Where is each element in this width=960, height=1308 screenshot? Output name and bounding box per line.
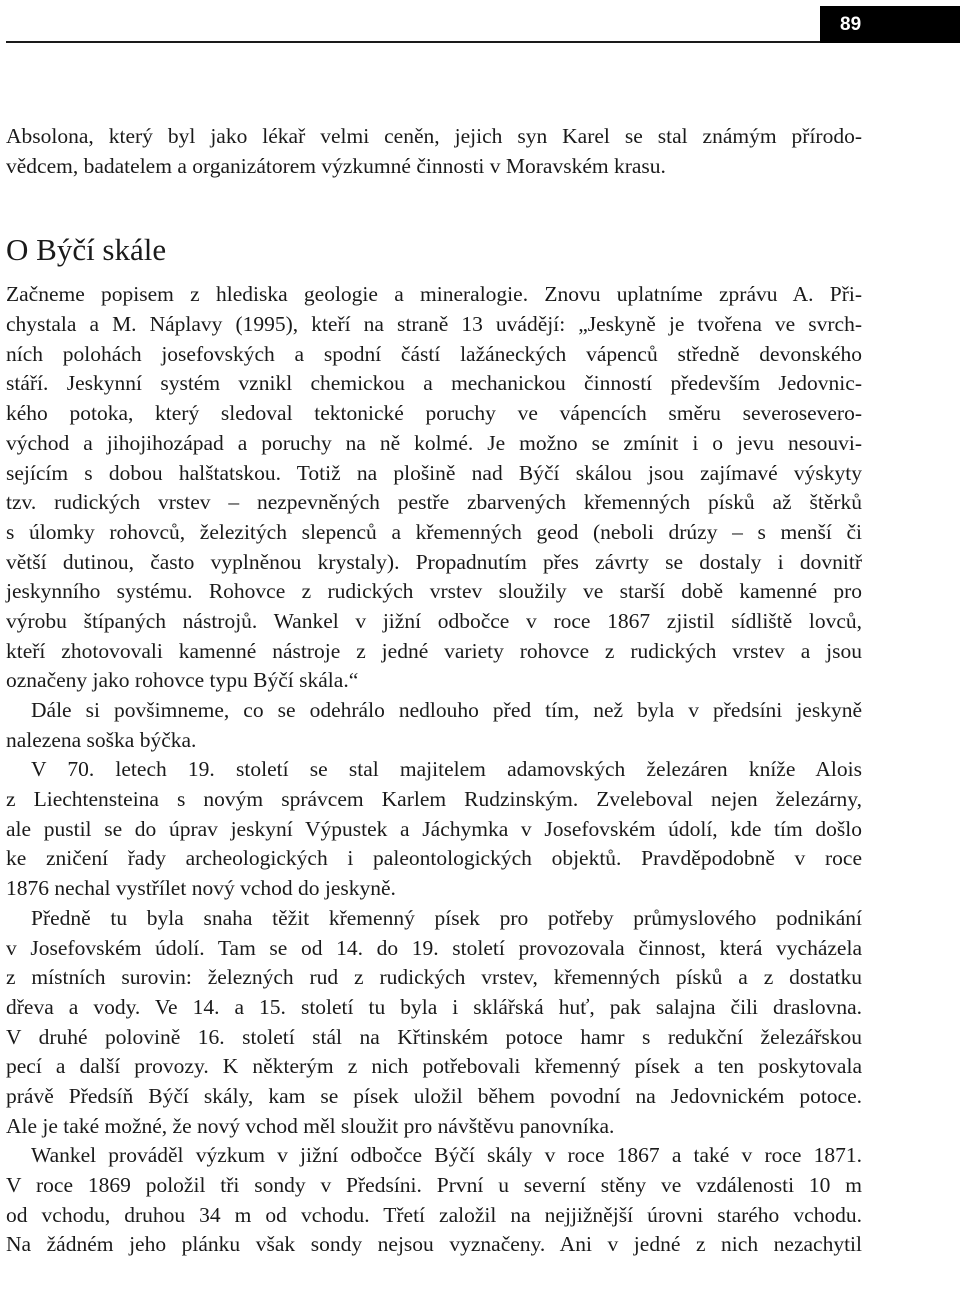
text-line: Dále si povšimneme, co se odehrálo nedlouho před tím, než byla v předsíni jeskyně: [31, 698, 862, 722]
text-line: z Liechtensteina s novým správcem Karlem Rudzinským. Zveleboval nejen železárny,: [6, 787, 862, 812]
text-line: označeny jako rohovce typu Býčí skála.“: [6, 668, 359, 693]
text-line: z místních surovin: železných rud z rudických vrstev, křemenných písků a z dostatku: [6, 965, 862, 990]
text-line: nalezena soška býčka.: [6, 727, 197, 752]
text-line: vědcem, badatelem a organizátorem výzkumné činnosti v Moravském krasu.: [6, 153, 666, 178]
paragraph-sand: [6, 904, 862, 1142]
text-line: větší dutinou, často vyplněnou krystaly). Propadnutím přes závrty se dostaly i dovnitř: [6, 549, 862, 574]
page-header: [0, 0, 960, 46]
text-line: V 70. letech 19. století se stal majitelem adamovských železáren kníže Alois: [31, 757, 862, 782]
paragraph-wankel: [6, 1141, 862, 1260]
text-line: ních polohách josefovských a spodní částí lažáneckých vápenců středně devonského: [6, 341, 862, 366]
text-line: Ale je také možné, že nový vchod měl sloužit pro návštěvu panovníka.: [6, 1113, 615, 1138]
text-line: dřeva a vody. Ve 14. a 15. století tu byla i sklářská huť, pak salajna čili draslovna.: [6, 994, 862, 1019]
text-line: ke zničení řady archeologických i paleontologických objektů. Pravděpodobně v roce: [6, 846, 862, 871]
paragraph-statue: [6, 696, 862, 755]
text-line: od vchodu, druhou 34 m od vchodu. Třetí založil na nejjižnější úrovni starého vchodu.: [6, 1202, 862, 1227]
text-line: v Josefovském údolí. Tam se od 14. do 19. století provozovala činnost, která vycházela: [6, 935, 862, 960]
text-line: stáří. Jeskynní systém vznikl chemickou a mechanickou činností především Jedovnic-: [6, 371, 862, 396]
text-line: s úlomky rohovců, železitých slepenců a křemenných geod (neboli drúzy – s menší či: [6, 519, 862, 544]
page-number: 89: [820, 6, 960, 43]
text-line: pecí a další provozy. K některým z nich potřebovali křemenný písek a ten poskytovala: [6, 1054, 862, 1079]
text-line: chystala a M. Náplavy (1995), kteří na straně 13 uvádějí: „Jeskyně je tvořena ve svrch-: [6, 312, 862, 337]
section-heading: O Býčí skále: [6, 232, 167, 268]
text-line: 1876 nechal vystřílet nový vchod do jeskyně.: [6, 876, 396, 901]
text-line: V roce 1869 položil tři sondy v Předsíni. První u severní stěny ve vzdálenosti 10 m: [6, 1173, 862, 1197]
text-line: V druhé polovině 16. století stál na Křtinském potoce hamr s redukční železářskou: [6, 1024, 862, 1049]
text-line: sejícím s dobou halštatskou. Totiž na plošině nad Býčí skálou jsou zajímavé výskyty: [6, 460, 862, 485]
text-line: Na žádném jeho plánku však sondy nejsou vyznačeny. Ani v jedné z nich nezachytil: [6, 1232, 862, 1257]
text-line: výrobu štípaných nástrojů. Wankel v jižní odbočce v roce 1867 zjistil sídliště lovců,: [6, 608, 862, 633]
text-line: Předně tu byla snaha těžit křemenný písek pro potřeby průmyslového podnikání: [31, 905, 862, 930]
text-line: Začneme popisem z hlediska geologie a mineralogie. Znovu uplatníme zprávu A. Při-: [6, 282, 862, 307]
text-line: východ a jihojihozápad a poruchy na ně kolmé. Je možno se zmínit i o jevu nesouvi-: [6, 430, 862, 455]
text-line: právě Předsíň Býčí skály, kam se písek uložil během povodní na Jedovnickém potoce.: [6, 1083, 862, 1108]
header-rule: [6, 41, 820, 43]
text-line: jeskynního systému. Rohovce z rudických vrstev sloužily ve starší době kamenné pro: [6, 579, 862, 604]
text-line: ale pustil se do úprav jeskyní Výpustek a Jáchymka v Josefovském údolí, kde tím došlo: [6, 816, 862, 841]
page-body: [6, 122, 862, 1260]
text-line: kého potoka, který sledoval tektonické poruchy ve vápencích směru severosevero-: [6, 401, 862, 426]
paragraph-geology: [6, 280, 862, 696]
text-line: tzv. rudických vrstev – nezpevněných pestře zbarvených křemenných písků až štěrků: [6, 490, 862, 515]
paragraph-continuation: [6, 122, 862, 181]
text-line: kteří zhotovovali kamenné nástroje z jedné variety rohovce z rudických vrstev a jsou: [6, 638, 862, 663]
text-line: Absolona, který byl jako lékař velmi ceněn, jejich syn Karel se stal známým přírodo-: [6, 124, 862, 148]
text-line: Wankel prováděl výzkum v jižní odbočce Býčí skály v roce 1867 a také v roce 1871.: [31, 1143, 862, 1168]
paragraph-ironworks: [6, 755, 862, 903]
